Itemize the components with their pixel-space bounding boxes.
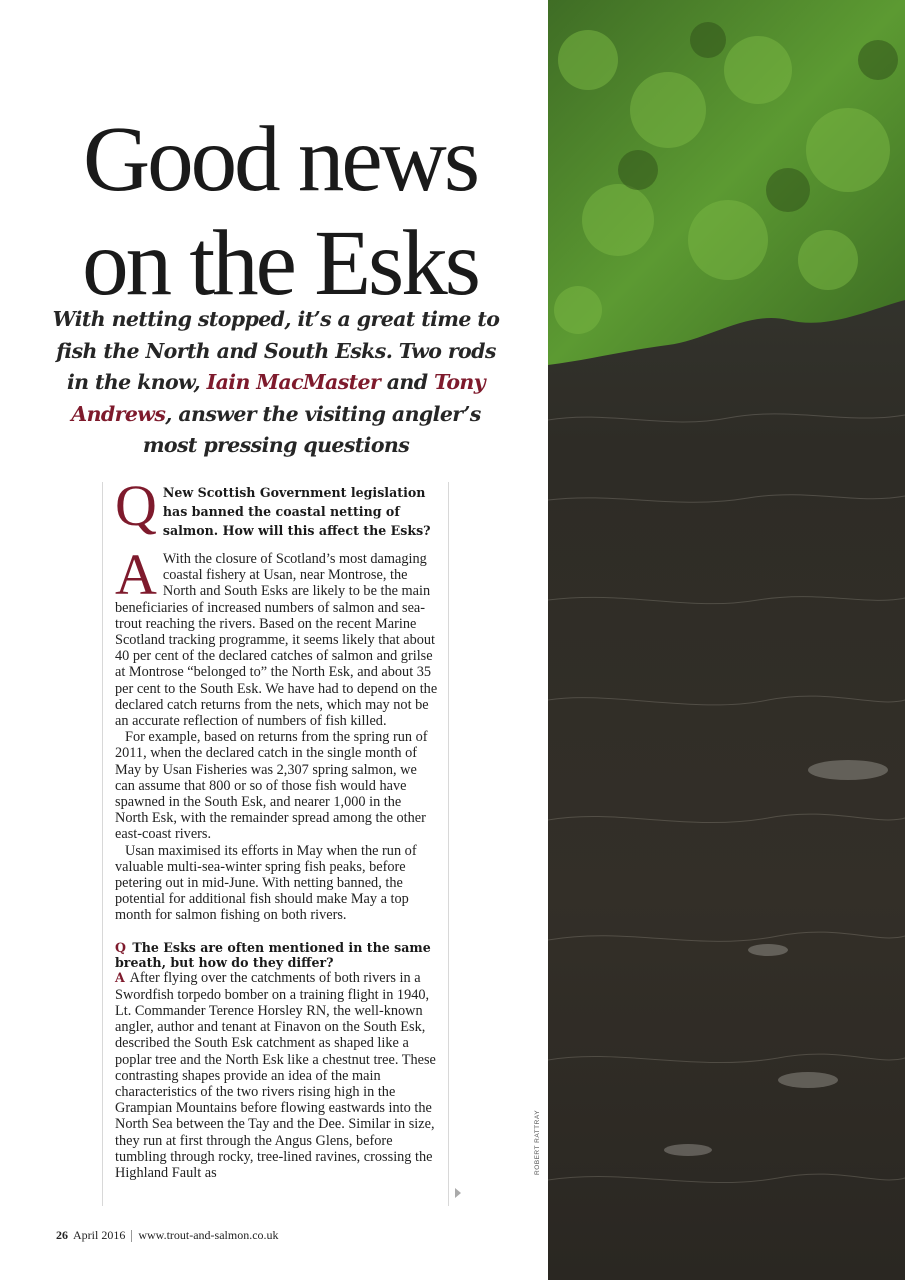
question-dropcap: Q — [115, 482, 157, 538]
standfirst-part-2: , answer the visiting angler’s most pressing questions — [142, 401, 481, 457]
page-footer — [56, 1228, 279, 1243]
headline-line-2: on the Esks — [82, 212, 478, 315]
footer-divider — [131, 1230, 132, 1242]
answer-1-paragraph-2: For example, based on returns from the spring run of 2011, when the declared catch in the single month of May by Usan Fisheries was 2,307 spring salmon, we can assume that 800 or so of those fish would have spawned in the South Esk, and nearer 1,000 in the North Esk, with the remainder spread among the other east-coast rivers. — [115, 729, 428, 843]
answer-dropcap: A — [115, 542, 157, 607]
page-number: 26 — [56, 1228, 68, 1242]
article-body — [102, 482, 449, 1206]
author-name-1: Iain MacMaster — [206, 370, 381, 394]
answer-2-marker: A — [115, 970, 125, 986]
standfirst-part-1: With netting stopped, it’s a great time to fish the North and South Esks. Two rods in the know, — [52, 307, 500, 394]
photo-credit: ROBERT RATTRAY — [534, 1109, 541, 1175]
question-1-text: New Scottish Government legislation has banned the coastal netting of salmon. How will this affect the Esks? — [162, 485, 431, 538]
answer-2 — [115, 970, 438, 1181]
continue-arrow-icon — [455, 1188, 461, 1198]
answer-1 — [115, 542, 438, 924]
author-name-2: Tony Andrews — [71, 370, 486, 426]
question-2-text: The Esks are often mentioned in the same breath, but how do they differ? — [115, 939, 431, 971]
standfirst-and: and — [386, 370, 428, 394]
river-photograph — [548, 0, 905, 1280]
question-2-marker: Q — [115, 939, 126, 955]
website-url: www.trout-and-salmon.co.uk — [138, 1228, 279, 1242]
headline-line-1: Good news — [82, 108, 478, 211]
question-1 — [115, 482, 438, 539]
answer-2-text: After flying over the catchments of both rivers in a Swordfish torpedo bomber on a training flight in 1940, Lt. Commander Terence Horsley RN, the well-known angler, author and tenant at Finavon on the South Esk, described the South Esk catchment as shaped like a poplar tree and the North Esk like a chestnut tree. These contrasting shapes provide an idea of the main characteristics of the two rivers rising high in the Grampian Mountains before flowing eastwards into the North Sea between the Tay and the Dee. Similar in size, they run at first through the Angus Glens, before tumbling through rocky, tree-lined ravines, crossing the Highland Fault as — [115, 970, 436, 1181]
question-2 — [115, 940, 438, 971]
issue-date: April 2016 — [73, 1228, 126, 1242]
answer-1-paragraph-3: Usan maximised its efforts in May when the run of valuable multi-sea-winter spring fish peaks, before petering out in mid-June. With netting banned, the potential for additional fish should make May a top month for salmon fishing on both rivers. — [115, 842, 417, 924]
headline — [40, 108, 520, 316]
answer-1-paragraph-1: With the closure of Scotland’s most damaging coastal fishery at Usan, near Montrose, the North and South Esks are likely to be the main beneficiaries of increased numbers of salmon and sea-trout reaching the rivers. Based on the recent Marine Scotland tracking programme, it seems likely that about 40 per cent of the declared catches of salmon and grilse at Montrose “belonged to” the North Esk, and about 35 per cent to the South Esk. We have had to depend on the declared catch returns from the nets, which may not be an accurate reflection of numbers of fish killed. — [115, 551, 438, 730]
standfirst — [48, 304, 504, 462]
